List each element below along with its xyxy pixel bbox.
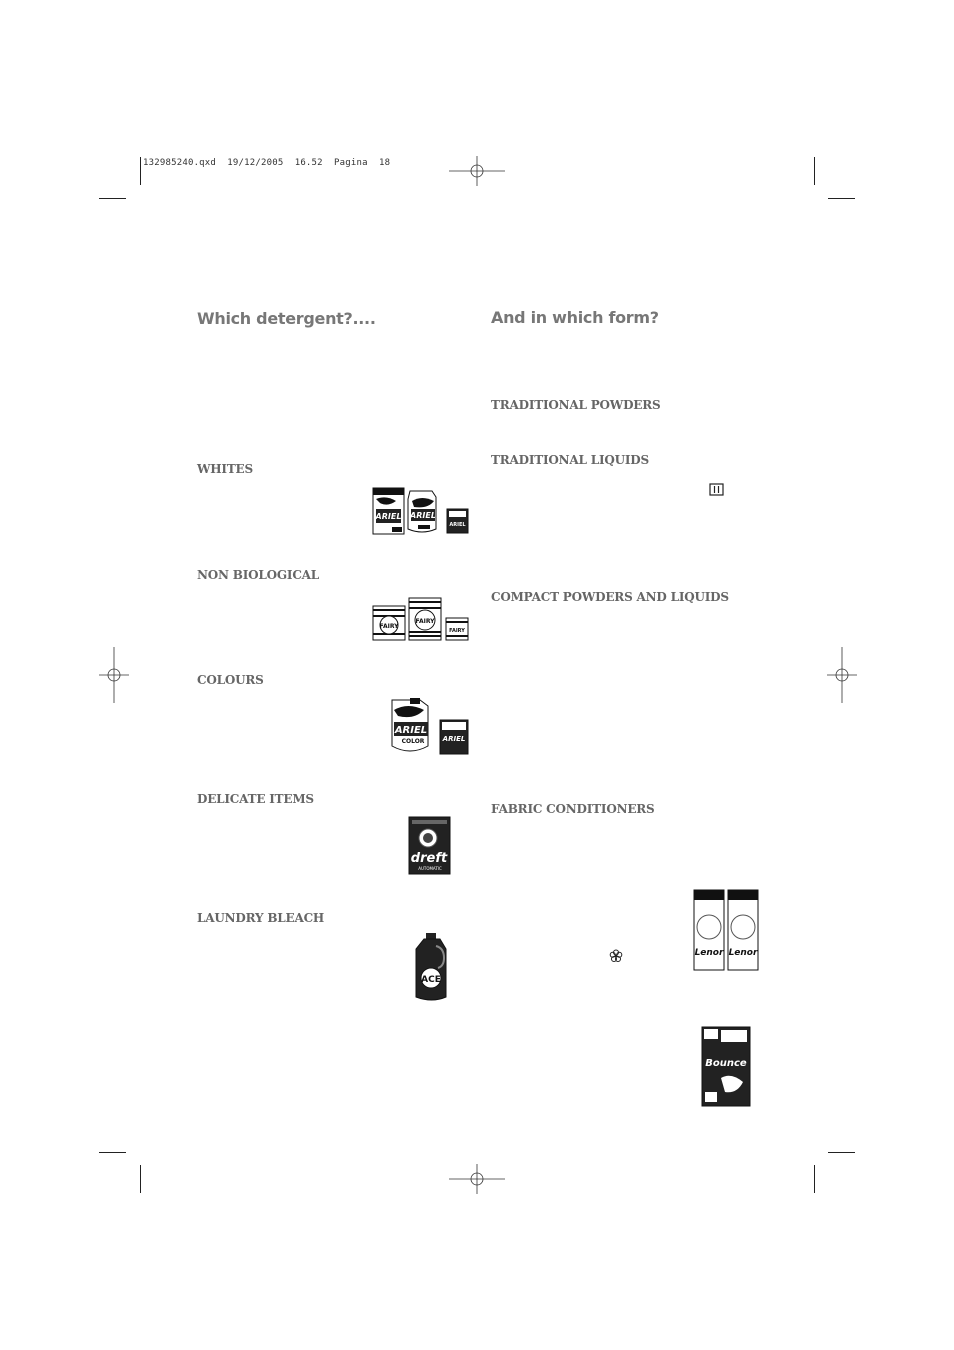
heading-which-detergent: Which detergent?.... [197, 309, 376, 328]
fairy-tablets-label: FAIRY [449, 628, 465, 634]
lenor-right-label: Lenor [728, 948, 758, 958]
ariel-color-liquid-label: ARIEL [394, 725, 428, 736]
ariel-color-products-image [388, 696, 470, 758]
ariel-box-label: ARIEL [375, 512, 402, 521]
file-slug: 132985240.qxd 19/12/2005 16.52 Pagina 18 [143, 158, 391, 168]
lenor-left-label: Lenor [694, 948, 724, 958]
dreft-product-image [408, 816, 451, 875]
ariel-products-image [372, 487, 470, 535]
fairy-box-label: FAIRY [379, 623, 399, 630]
ace-label: ACE [421, 975, 441, 985]
ariel-liquid-label: ARIEL [410, 511, 436, 520]
ariel-color-sub-label: COLOR [401, 738, 425, 745]
section-compact-powders-liquids: COMPACT POWDERS AND LIQUIDS [491, 590, 729, 604]
section-laundry-bleach: LAUNDRY BLEACH [197, 911, 325, 925]
section-traditional-powders: TRADITIONAL POWDERS [491, 398, 661, 412]
registration-mark-right [827, 647, 857, 703]
ace-bleach-product-image [414, 932, 450, 1002]
detergent-drawer-compartment-icon [709, 483, 724, 496]
dreft-sub-label: AUTOMATIC [418, 866, 442, 871]
section-delicate-items: DELICATE ITEMS [197, 792, 314, 806]
lenor-products-image [693, 889, 760, 971]
registration-mark-top [449, 156, 505, 186]
dreft-label: dreft [410, 851, 448, 866]
fabric-softener-flower-icon [609, 949, 623, 963]
ariel-color-box-label: ARIEL [442, 735, 466, 743]
section-traditional-liquids: TRADITIONAL LIQUIDS [491, 453, 649, 467]
section-fabric-conditioners: FABRIC CONDITIONERS [491, 802, 655, 816]
section-non-biological: NON BIOLOGICAL [197, 568, 320, 582]
bounce-label: Bounce [705, 1058, 747, 1069]
ariel-tablets-label: ARIEL [449, 522, 466, 528]
registration-mark-bottom [449, 1164, 505, 1194]
fairy-liquid-label: FAIRY [415, 618, 435, 625]
registration-mark-left [99, 647, 129, 703]
bounce-product-image [701, 1026, 751, 1107]
heading-which-form: And in which form? [491, 308, 659, 327]
section-whites: WHITES [197, 462, 253, 476]
section-colours: COLOURS [197, 673, 264, 687]
fairy-products-image [372, 596, 470, 643]
